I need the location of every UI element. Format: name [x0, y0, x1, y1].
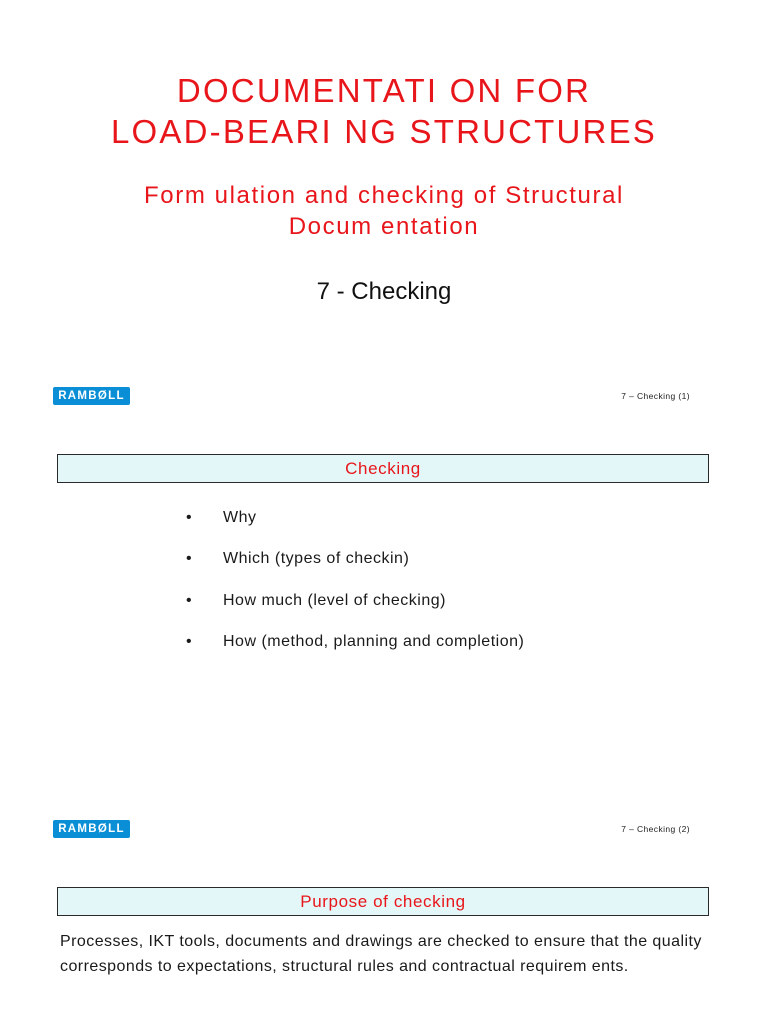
- slide-heading-box: Purpose of checking: [57, 887, 709, 916]
- bullet-dot: •: [186, 550, 193, 567]
- document-title-line-2: LOAD-BEARI NG STRUCTURES: [110, 113, 658, 150]
- list-item: [186, 633, 524, 651]
- slide-page-label: 7 – Checking (2): [621, 824, 690, 834]
- bullet-dot: •: [186, 509, 193, 526]
- bullet-dot: •: [186, 633, 193, 650]
- body-paragraph: Processes, IKT tools, documents and drawings are checked to ensure that the quality corresponds to expectations, structural rules and contractual requirem ents.: [60, 933, 702, 975]
- bullet-text: Which (types of checkin): [223, 550, 410, 567]
- slide-page-label: 7 – Checking (1): [621, 391, 690, 401]
- slide-heading-box: Checking: [57, 454, 709, 483]
- bullet-text: How (method, planning and completion): [223, 633, 525, 650]
- bullet-dot: •: [186, 592, 193, 609]
- ramboll-logo: RAMBØLL: [53, 387, 130, 405]
- section-title: 7 - Checking: [316, 278, 452, 305]
- bullet-text: How much (level of checking): [223, 592, 446, 609]
- list-item: [186, 550, 409, 568]
- document-subtitle-line-1: Form ulation and checking of Structural: [144, 182, 624, 209]
- list-item: [186, 592, 446, 610]
- document-title-line-1: DOCUMENTATI ON FOR: [176, 72, 592, 109]
- list-item: [186, 509, 257, 527]
- document-subtitle-line-2: Docum entation: [288, 213, 480, 240]
- ramboll-logo: RAMBØLL: [53, 820, 130, 838]
- bullet-text: Why: [223, 509, 257, 526]
